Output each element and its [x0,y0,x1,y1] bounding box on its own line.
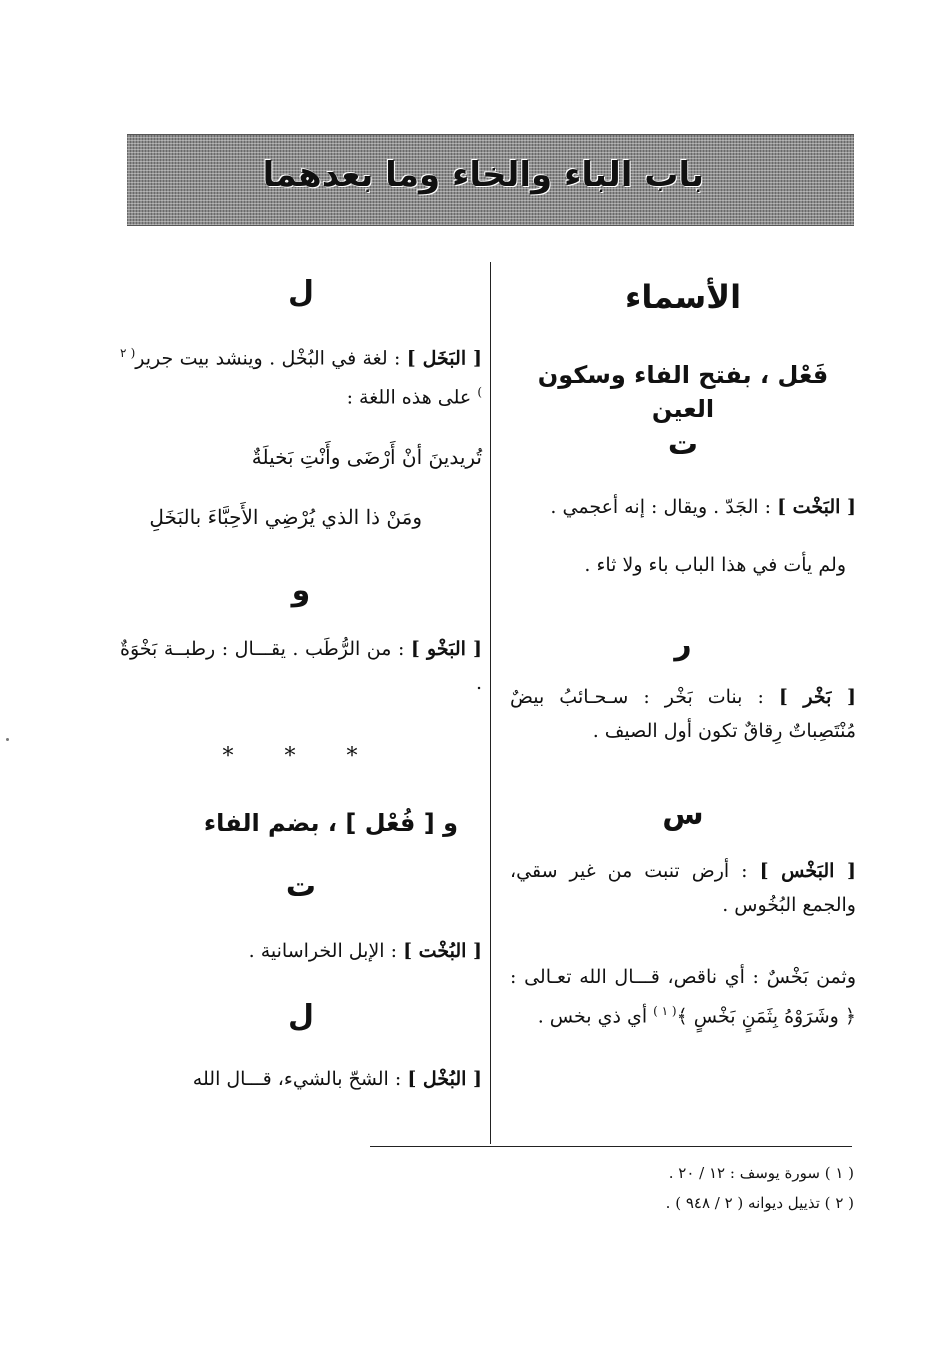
letter-heading: ت [285,869,317,904]
entry-definition: : الشحّ بالشيء، قـــال الله [192,1068,402,1090]
entry-note-tail: أي ذي بخس . [537,1005,648,1028]
entry-definition: : بنات بَخْر : سـحـائبُ بيضٌ مُنْتَصِباتٌ رِقاقٌ تكون أول الصيف . [510,686,856,742]
entry [510,854,856,922]
footnotes [666,1158,854,1218]
entry [510,490,856,524]
entry-note [510,960,856,1033]
entry-definition: : من الرُّطَب . يقـــال : رطبــة بَخْوَةٌ . [120,638,482,694]
entry-term: [ البَخَل ] [406,347,482,370]
footnote: ( ٢ ) تذييل ديوانه ( ٢ / ٩٤٨ ) . [665,1194,854,1212]
margin-mark [6,738,9,741]
letter-heading: س [662,797,704,832]
entry [120,1062,482,1096]
verse-line: ومَنْ ذا الذي يُرْضِي الأَحِبَّاءَ بالبَخَلِ [149,505,422,529]
letter-heading: ت [667,427,699,462]
pattern-heading-term: [ فُعْل ] [345,809,435,837]
entry-term: [ البَخْس ] [759,860,857,882]
letter-heading: ل [287,999,315,1034]
letter-heading: و [291,573,311,608]
entry-note-text: وثمن بَخْسٌ : أي ناقص، قـــال الله تعـالى : ﴿ وشَرَوْهُ بِثَمَنٍ بَخْسٍ ﴾ [510,966,856,1028]
entry-term: [ البُخْت ] [403,940,482,962]
entry [120,934,482,968]
entry-term: [ البَخْو ] [410,638,482,660]
entry-definition: : لغة في البُخْل . وينشد بيت جرير [135,347,401,370]
chapter-banner [127,134,854,226]
entry-term: [ بَخْر ] [778,686,856,708]
footnote: ( ١ ) سورة يوسف : ١٢ / ٢٠ . [668,1164,854,1182]
section-title: الأسماء [624,278,742,316]
pattern-heading [96,806,458,840]
footnote-rule [370,1146,852,1147]
letter-heading: ل [287,275,315,310]
footnote-ref: ( ١ ) [653,1004,677,1018]
letter-heading: ر [674,627,692,662]
pattern-heading: فَعْل ، بفتح الفاء وسكون العين [537,361,829,423]
column-divider [490,262,491,1144]
entry [120,336,482,415]
chapter-title: باب الباء والخاء وما بعدهما [262,155,704,195]
pattern-heading-rest: ، بضم الفاء [203,809,338,837]
entry-term: [ البَخْت ] [777,496,856,518]
entry-definition: : أرض تنبت من غير سقي، والجمع البُخُوس . [510,860,856,916]
entry-note: ولم يأت في هذا الباب باء ولا ثاء . [584,554,846,576]
entry-definition: : الجَدّ . ويقال : إنه أعجمي . [550,496,772,518]
entry-definition-tail: على هذه اللغة : [346,386,472,409]
entry-term: [ البُخْل ] [407,1068,482,1090]
entry-definition: : الإبل الخراسانية . [248,940,398,962]
entry [510,680,856,748]
entry [120,632,482,700]
verse-line: تُريدينَ أنْ أَرْضَى وأَنْتِ بَخيلَةٌ [251,445,482,469]
pattern-heading-prefix: و [443,809,458,837]
section-separator: * * * [222,744,380,769]
footnote-ref: ( ٢ ) [120,346,482,400]
